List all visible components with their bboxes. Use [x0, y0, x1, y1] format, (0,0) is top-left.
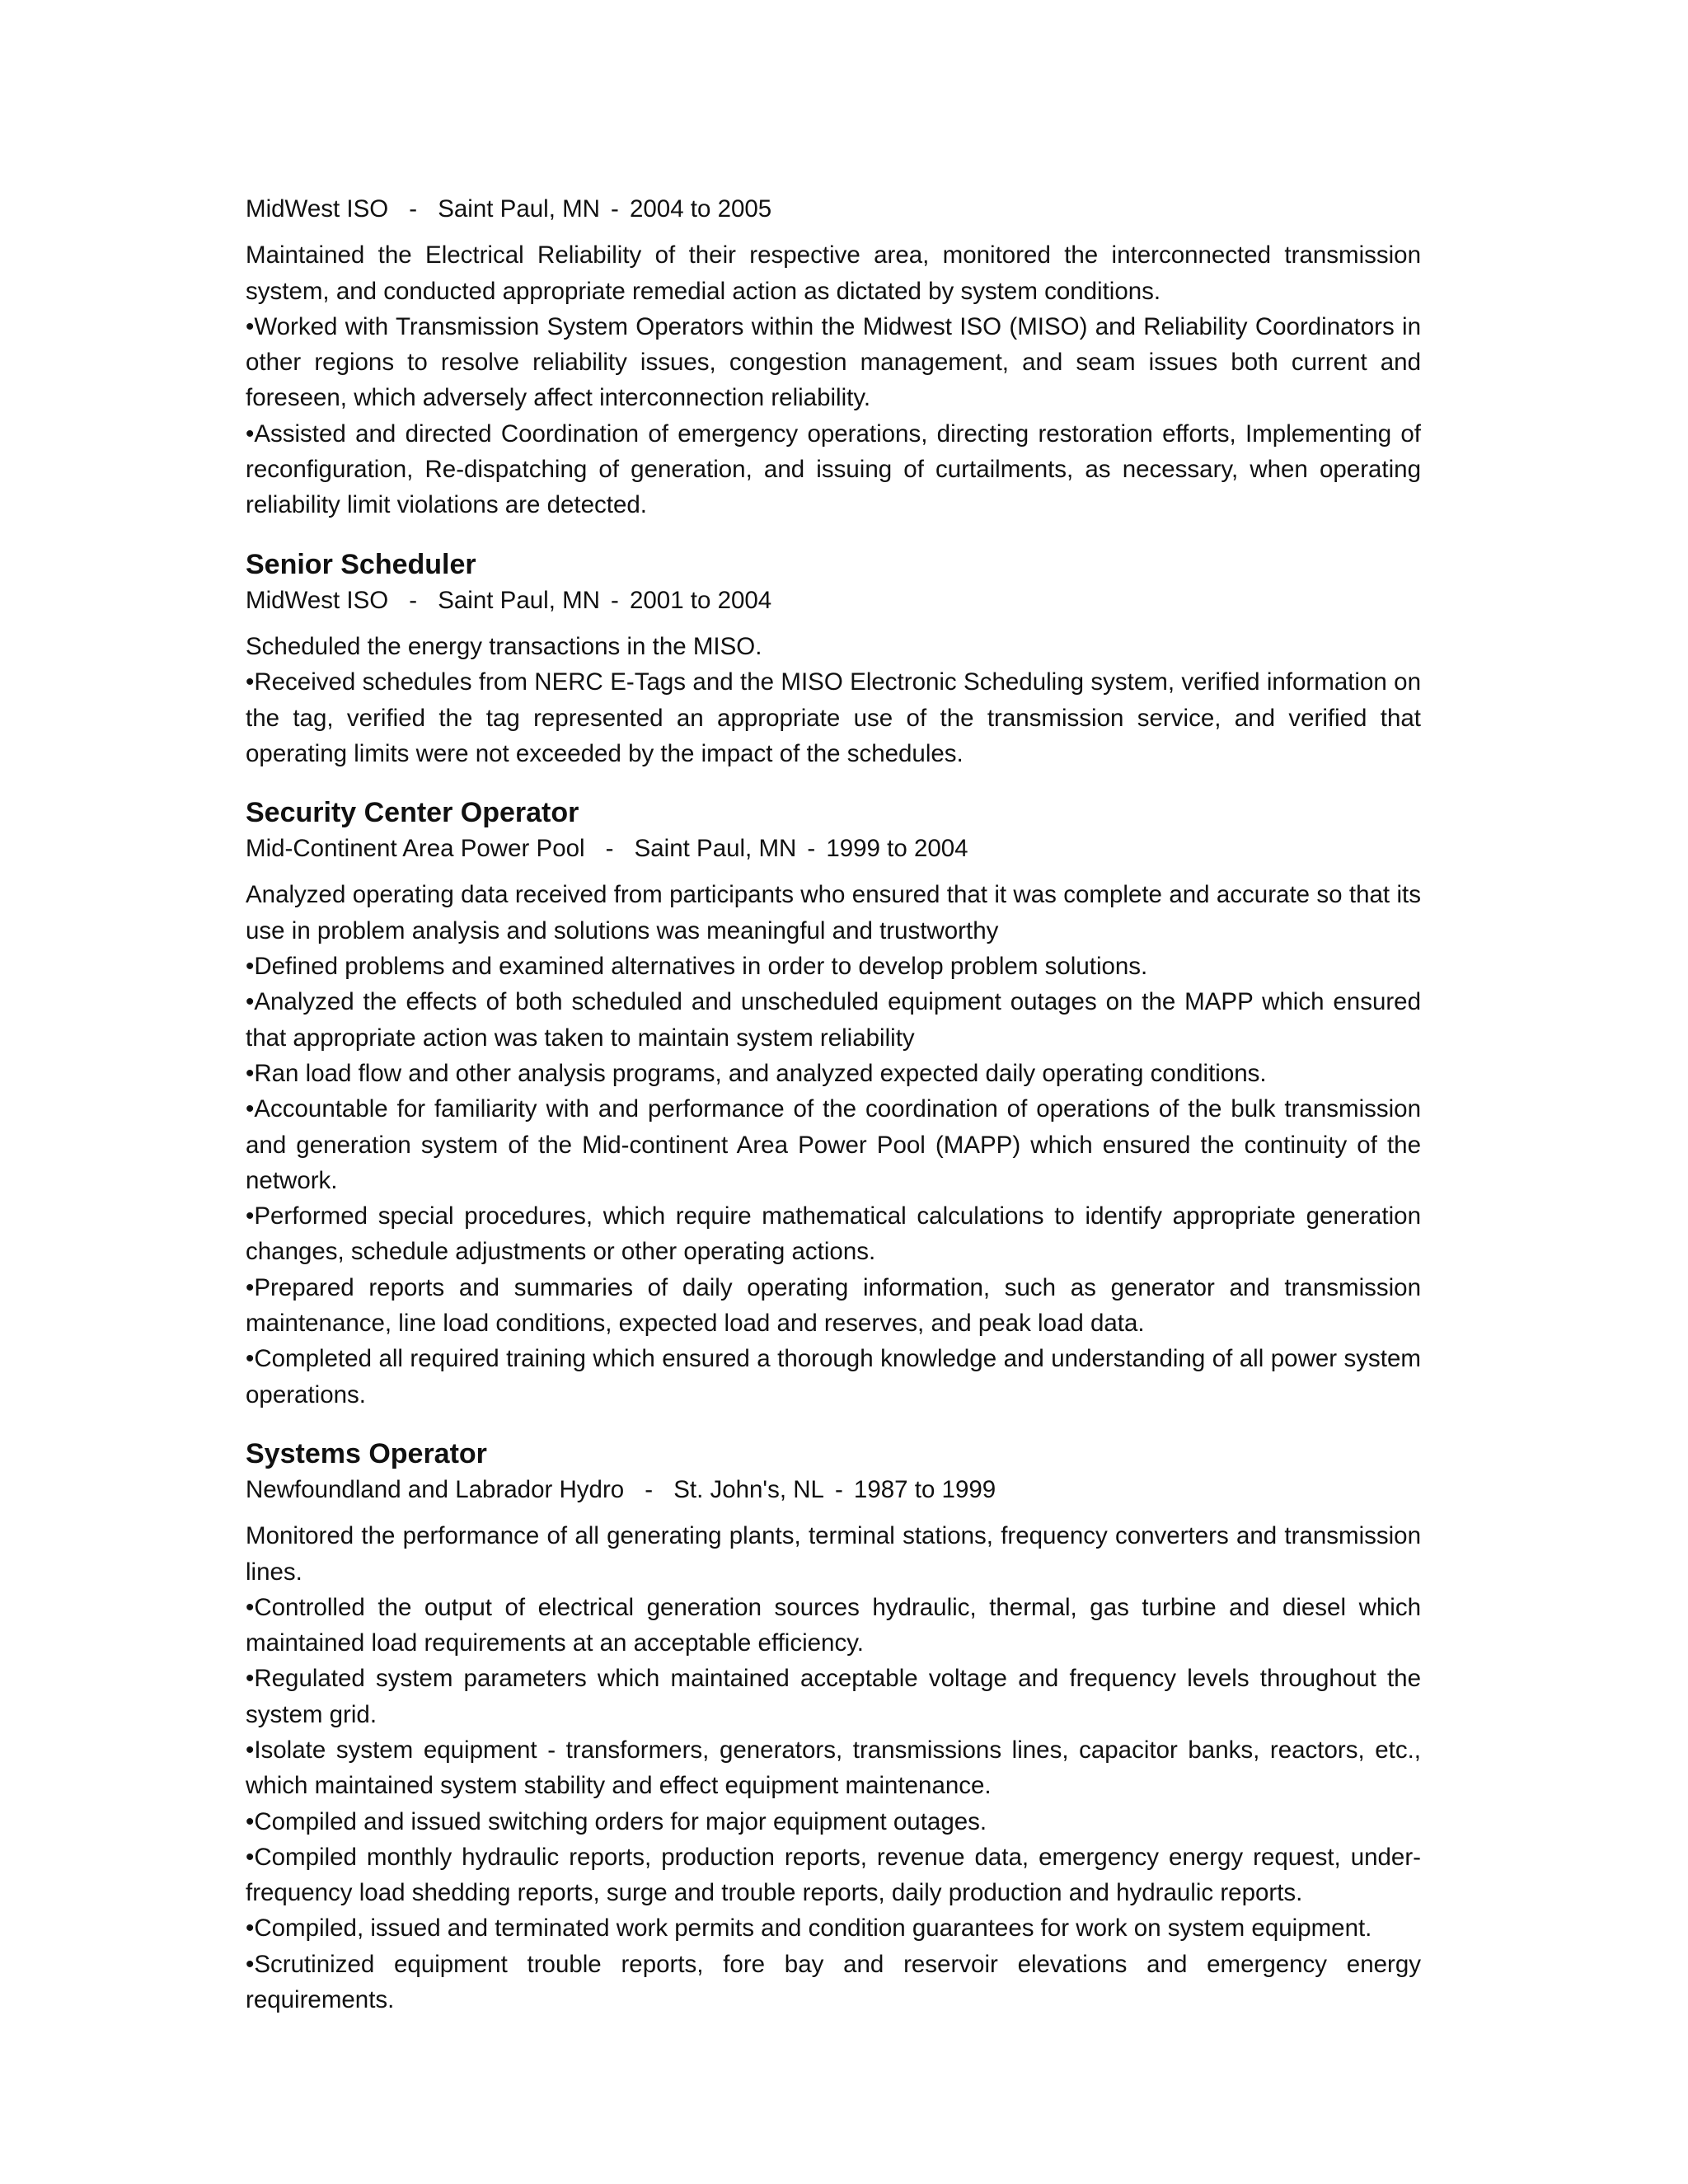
job-bullet: •Compiled and issued switching orders for major equipment outages.: [246, 1807, 987, 1835]
meta-separator: -: [807, 835, 816, 863]
job-title: Systems Operator: [246, 1437, 487, 1469]
job-title: Senior Scheduler: [246, 548, 476, 580]
job-bullet: •Scrutinized equipment trouble reports, fore bay and reservoir elevations and emergency energy requirements.: [246, 1950, 1421, 2014]
job-bullet: •Prepared reports and summaries of daily operating information, such as generator and transmission maintenance, line load conditions, expected load and reserves, and peak load data.: [246, 1273, 1421, 1338]
job-bullet: •Received schedules from NERC E-Tags and the MISO Electronic Scheduling system, verified information on the tag, verified the tag represented an appropriate use of the transmission service, and verified that operating limits were not exceeded by the impact of the schedules.: [246, 668, 1421, 767]
job-description-line: Maintained the Electrical Reliability of their respective area, monitored the interconnected transmission system, and conducted appropriate remedial action as dictated by system conditions.: [246, 241, 1421, 305]
meta-separator: -: [835, 1475, 843, 1503]
job-company: MidWest ISO: [246, 195, 389, 223]
meta-separator: -: [409, 586, 418, 614]
job-description-line: Analyzed operating data received from participants who ensured that it was complete and accurate so that its use in problem analysis and solutions was meaningful and trustworthy: [246, 881, 1421, 944]
meta-separator: -: [611, 586, 619, 614]
job-dates: 1987 to 1999: [853, 1475, 996, 1503]
job-bullet: •Accountable for familiarity with and performance of the coordination of operations of the bulk transmission and generation system of the Mid-continent Area Power Pool (MAPP) which ensured the continuity of the network.: [246, 1095, 1421, 1194]
job-description-line: Monitored the performance of all generating plants, terminal stations, frequency converters and transmission lines.: [246, 1522, 1421, 1586]
job-company: MidWest ISO: [246, 586, 389, 614]
job-dates: 2001 to 2004: [629, 586, 772, 614]
job-company: Mid-Continent Area Power Pool: [246, 835, 585, 863]
job-description-line: Scheduled the energy transactions in the MISO.: [246, 632, 762, 660]
job-bullet: •Controlled the output of electrical generation sources hydraulic, thermal, gas turbine and diesel which maintained load requirements at an acceptable efficiency.: [246, 1593, 1421, 1657]
meta-separator: -: [645, 1475, 654, 1503]
job-entry-security-center-operator: [246, 795, 1421, 1413]
job-bullet: •Worked with Transmission System Operators within the Midwest ISO (MISO) and Reliability Coordinators in other regions to resolve reliability issues, congestion management, and seam issues both current and foreseen, which adversely affect interconnection reliability.: [246, 312, 1421, 412]
job-company: Newfoundland and Labrador Hydro: [246, 1475, 625, 1503]
job-bullet: •Compiled, issued and terminated work permits and condition guarantees for work on system equipment.: [246, 1915, 1372, 1943]
job-meta: [246, 831, 1421, 866]
job-meta: [246, 191, 1421, 227]
job-bullet: •Regulated system parameters which maintained acceptable voltage and frequency levels throughout the system grid.: [246, 1665, 1421, 1728]
job-bullet: •Compiled monthly hydraulic reports, production reports, revenue data, emergency energy request, under-frequency load shedding reports, surge and trouble reports, daily production and hydraulic reports.: [246, 1843, 1421, 1907]
job-bullet: •Ran load flow and other analysis programs, and analyzed expected daily operating conditions.: [246, 1059, 1267, 1087]
job-dates: 2004 to 2005: [629, 195, 772, 223]
job-entry-systems-operator: [246, 1436, 1421, 2018]
job-bullet: •Analyzed the effects of both scheduled and unscheduled equipment outages on the MAPP which ensured that appropriate action was taken to maintain system reliability: [246, 988, 1421, 1052]
job-bullet: •Isolate system equipment - transformers, generators, transmissions lines, capacitor banks, reactors, etc., which maintained system stability and effect equipment maintenance.: [246, 1736, 1421, 1800]
job-dates: 1999 to 2004: [826, 835, 968, 863]
meta-separator: -: [409, 195, 418, 223]
job-bullet: •Defined problems and examined alternatives in order to develop problem solutions.: [246, 953, 1148, 981]
job-entry-senior-scheduler: [246, 547, 1421, 771]
job-bullet: •Assisted and directed Coordination of emergency operations, directing restoration efforts, Implementing of reconfiguration, Re-dispatching of generation, and issuing of curtailments, as necessary, when operating reliability limit violations are detected.: [246, 419, 1421, 519]
job-location: Saint Paul, MN: [438, 195, 600, 223]
meta-separator: -: [611, 195, 619, 223]
job-meta: [246, 1472, 1421, 1507]
job-location: St. John's, NL: [673, 1475, 824, 1503]
resume-experience-page: [246, 191, 1421, 2018]
job-bullet: •Performed special procedures, which require mathematical calculations to identify appropriate generation changes, schedule adjustments or other operating actions.: [246, 1202, 1421, 1266]
job-location: Saint Paul, MN: [634, 835, 797, 863]
job-meta: [246, 583, 1421, 618]
job-location: Saint Paul, MN: [438, 586, 600, 614]
job-entry-midwest-iso-2004: [246, 191, 1421, 523]
job-bullet: •Completed all required training which ensured a thorough knowledge and understanding of all power system operations.: [246, 1345, 1421, 1408]
job-title: Security Center Operator: [246, 797, 579, 829]
meta-separator: -: [605, 835, 614, 863]
